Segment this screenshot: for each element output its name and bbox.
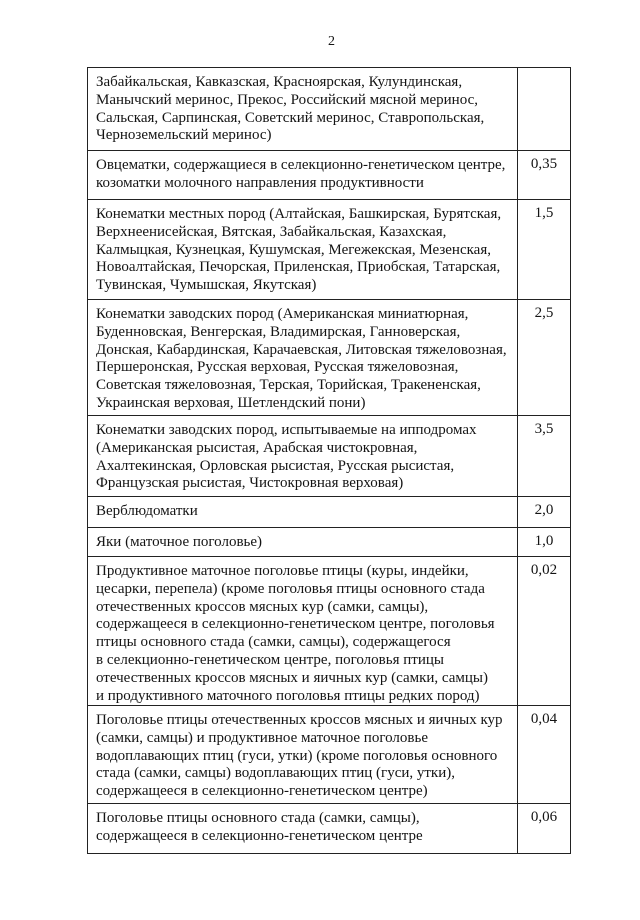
cell-line: Конематки заводских пород (Американская миниатюрная, bbox=[96, 306, 469, 322]
value-cell bbox=[518, 416, 570, 496]
table-row bbox=[88, 557, 570, 706]
description-cell bbox=[88, 528, 518, 556]
cell-line: (самки, самцы) и продуктивное маточное поголовье bbox=[96, 729, 428, 746]
description-cell bbox=[88, 68, 518, 150]
row-value: 0,06 bbox=[530, 809, 558, 825]
cell-line: Ахалтекинская, Орловская рысистая, Русская рысистая, bbox=[96, 457, 455, 474]
description-cell bbox=[88, 200, 518, 299]
cell-line: Буденновская, Венгерская, Владимирская, Ганноверская, bbox=[96, 323, 461, 340]
cell-line: Поголовье птицы отечественных кроссов мясных и яичных кур bbox=[96, 712, 503, 728]
cell-line: Калмыцкая, Кузнецкая, Кушумская, Мегежекская, Мезенская, bbox=[96, 241, 491, 258]
cell-line: водоплавающих птиц (гуси, утки) (кроме поголовья основного bbox=[96, 747, 498, 764]
value-cell bbox=[518, 528, 570, 556]
row-value: 0,35 bbox=[530, 156, 558, 172]
cell-line: содержащееся в селекционно-генетическом центре, поголовья bbox=[96, 616, 495, 633]
table-row bbox=[88, 804, 570, 854]
cell-line: Яки (маточное поголовье) bbox=[96, 534, 263, 550]
description-cell bbox=[88, 497, 518, 527]
cell-line: Французская рысистая, Чистокровная верховая) bbox=[96, 475, 404, 492]
row-value: 0,02 bbox=[530, 562, 558, 578]
cell-line: Тувинская, Чумышская, Якутская) bbox=[96, 277, 317, 294]
cell-line: и продуктивного маточного поголовья птицы редких пород) bbox=[96, 687, 480, 704]
table-row bbox=[88, 200, 570, 300]
value-cell bbox=[518, 151, 570, 199]
table-row bbox=[88, 300, 570, 416]
cell-line: Верхнеенисейская, Вятская, Забайкальская, Казахская, bbox=[96, 223, 447, 240]
cell-line: отечественных кроссов мясных и яичных кур (самки, самцы) bbox=[96, 669, 488, 686]
cell-line: в селекционно-генетическом центре, поголовья птицы bbox=[96, 651, 444, 668]
cell-line: Конематки заводских пород, испытываемые на ипподромах bbox=[96, 422, 477, 438]
cell-line: Овцематки, содержащиеся в селекционно-генетическом центре, bbox=[96, 157, 506, 173]
cell-line: Першеронская, Русская верховая, Русская тяжеловозная, bbox=[96, 359, 459, 376]
description-cell bbox=[88, 706, 518, 803]
table-row bbox=[88, 68, 570, 151]
description-cell bbox=[88, 416, 518, 496]
cell-line: Поголовье птицы основного стада (самки, самцы), bbox=[96, 810, 420, 826]
table-row bbox=[88, 528, 570, 557]
cell-line: Верблюдоматки bbox=[96, 503, 198, 519]
cell-line: содержащееся в селекционно-генетическом центре) bbox=[96, 783, 428, 800]
cell-line: стада (самки, самцы) водоплавающих птиц (гуси, утки), bbox=[96, 765, 455, 782]
value-cell bbox=[518, 200, 570, 299]
row-value: 0,04 bbox=[530, 711, 558, 727]
cell-line: Донская, Кабардинская, Карачаевская, Литовская тяжеловозная, bbox=[96, 341, 507, 358]
value-cell bbox=[518, 706, 570, 803]
row-value: 3,5 bbox=[534, 421, 554, 437]
cell-line: козоматки молочного направления продуктивности bbox=[96, 174, 424, 191]
cell-line: Новоалтайская, Печорская, Приленская, Приобская, Татарская, bbox=[96, 259, 501, 276]
value-cell bbox=[518, 68, 570, 150]
row-value: 1,5 bbox=[534, 205, 554, 221]
cell-line: птицы основного стада (самки, самцы), содержащегося bbox=[96, 634, 451, 651]
description-cell bbox=[88, 151, 518, 199]
table-row bbox=[88, 416, 570, 497]
cell-line: Украинская верховая, Шетлендский пони) bbox=[96, 394, 366, 411]
value-cell bbox=[518, 300, 570, 415]
cell-line: Манычский меринос, Прекос, Российский мясной меринос, bbox=[96, 91, 478, 108]
row-value: 1,0 bbox=[534, 533, 554, 549]
table-row bbox=[88, 151, 570, 200]
cell-line: Продуктивное маточное поголовье птицы (куры, индейки, bbox=[96, 563, 469, 579]
cell-line: цесарки, перепела) (кроме поголовья птицы основного стада bbox=[96, 580, 485, 597]
table-row bbox=[88, 497, 570, 528]
description-cell bbox=[88, 804, 518, 853]
cell-line: Забайкальская, Кавказская, Красноярская, Кулундинская, bbox=[96, 74, 463, 90]
cell-line: Черноземельский меринос) bbox=[96, 127, 272, 144]
description-cell bbox=[88, 300, 518, 415]
value-cell bbox=[518, 497, 570, 527]
description-cell bbox=[88, 557, 518, 705]
cell-line: Советская тяжеловозная, Терская, Торийская, Тракененская, bbox=[96, 377, 481, 394]
livestock-table bbox=[87, 67, 571, 854]
row-value: 2,5 bbox=[534, 305, 554, 321]
cell-line: (Американская рысистая, Арабская чистокровная, bbox=[96, 439, 418, 456]
cell-line: Конематки местных пород (Алтайская, Башкирская, Бурятская, bbox=[96, 206, 502, 222]
page-number: 2 bbox=[328, 34, 335, 49]
cell-line: отечественных кроссов мясных кур (самки, самцы), bbox=[96, 598, 429, 615]
value-cell bbox=[518, 557, 570, 705]
cell-line: содержащееся в селекционно-генетическом центре bbox=[96, 827, 423, 844]
cell-line: Сальская, Сарпинская, Советский меринос, Ставропольская, bbox=[96, 109, 485, 126]
row-value: 2,0 bbox=[534, 502, 554, 518]
value-cell bbox=[518, 804, 570, 853]
table-row bbox=[88, 706, 570, 804]
